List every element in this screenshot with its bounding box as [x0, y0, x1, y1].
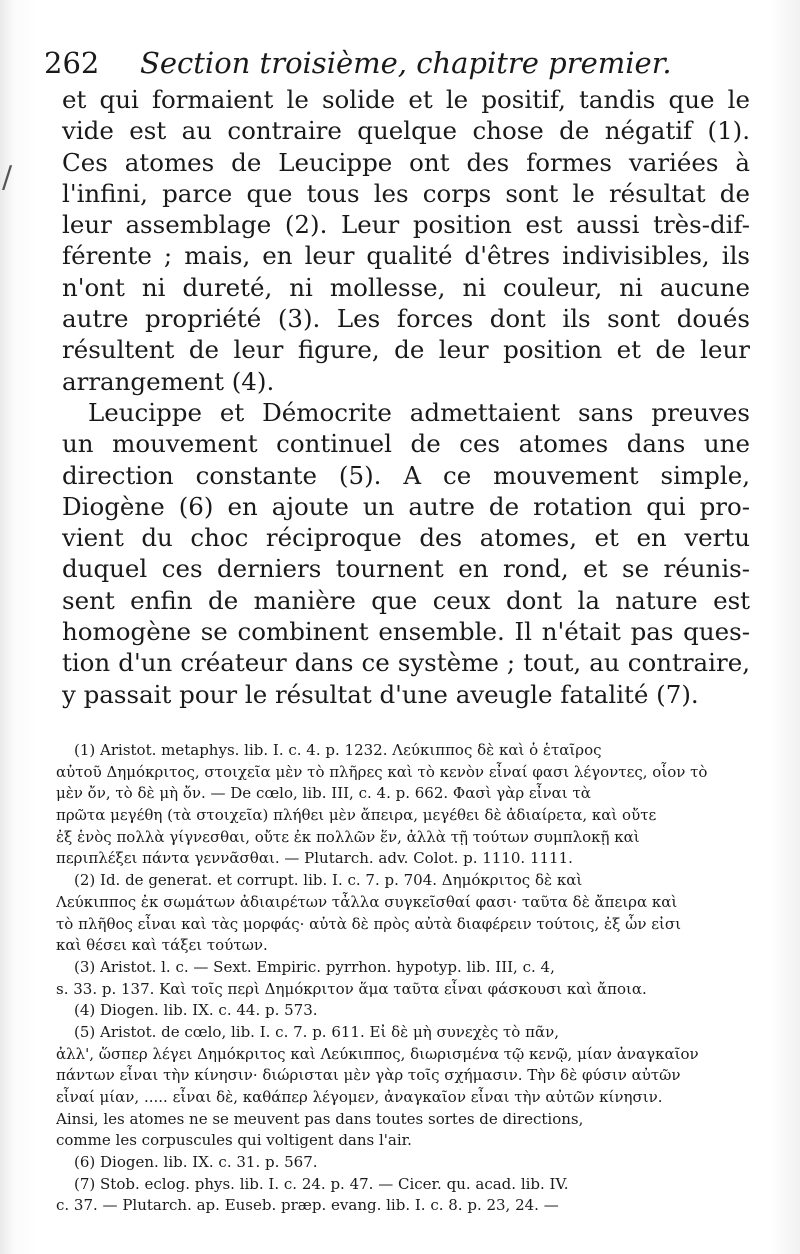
footnote-line: αὐτοῦ Δημόκριτος, στοιχεῖα μὲν τὸ πλῆρες καὶ τὸ κενὸν εἶναί φασι λέγοντες, οἷον τὸ [56, 762, 708, 781]
footnote-line: (2) Id. de generat. et corrupt. lib. I. c. 7. p. 704. Δημόκριτος δὲ καὶ [74, 871, 583, 890]
text-line: résultent de leur figure, de leur position et de leur [62, 335, 750, 365]
text-line: vide est au contraire quelque chose de négatif (1). [62, 116, 750, 146]
footnote-line: (4) Diogen. lib. IX. c. 44. p. 573. [74, 1001, 318, 1020]
footnote-line: μὲν ὄν, τὸ δὲ μὴ ὄν. — De cœlo, lib. III, c. 4. p. 662. Φασὶ γὰρ εἶναι τὰ [56, 784, 591, 803]
text-line: vient du choc réciproque des atomes, et en vertu [62, 523, 750, 553]
paragraph-2 [62, 397, 750, 710]
footnotes [56, 740, 754, 1217]
text-line: Diogène (6) en ajoute un autre de rotation qui pro- [62, 491, 750, 521]
text-line: direction constante (5). A ce mouvement simple, [62, 460, 750, 490]
footnote-line: (5) Aristot. de cœlo, lib. I. c. 7. p. 611. Εἰ δὲ μὴ συνεχὲς τὸ πᾶν, [74, 1022, 559, 1041]
footnote-line: s. 33. p. 137. Καὶ τοῖς περὶ Δημόκριτον ἅμα ταῦτα εἶναι φάσκουσι καὶ ἄποια. [56, 979, 647, 998]
text-line: y passait pour le résultat d'une aveugle fatalité (7). [62, 679, 699, 709]
footnote-line: ἀλλ', ὥσπερ λέγει Δημόκριτος καὶ Λεύκιππος, διωρισμένα τῷ κενῷ, μίαν ἀναγκαῖον [56, 1044, 699, 1063]
text-line: sent enfin de manière que ceux dont la nature est [62, 585, 750, 615]
footnote-line: Λεύκιππος ἐκ σωμάτων ἀδιαιρέτων τἆλλα συγκεῖσθαί φασι· ταῦτα δὲ ἄπειρα καὶ [56, 892, 678, 911]
text-line: Ces atomes de Leucippe ont des formes variées à [62, 147, 750, 177]
text-line: tion d'un créateur dans ce système ; tout, au contraire, [62, 648, 750, 678]
footnote-line: τὸ πλῆθος εἶναι καὶ τὰς μορφάς· αὐτὰ δὲ πρὸς αὐτὰ διαφέρειν τούτοις, ἐξ ὧν εἰσι [56, 914, 681, 933]
margin-mark: / [2, 160, 13, 195]
running-title: Section troisième, chapitre premier. [140, 46, 672, 80]
footnote-line: comme les corpuscules qui voltigent dans l'air. [56, 1131, 412, 1150]
running-header [44, 42, 764, 84]
footnote-line: εἶναί μίαν, ..... εἶναι δὲ, καθάπερ λέγομεν, ἀναγκαῖον εἶναι τὴν αὐτῶν κίνησιν. [56, 1088, 663, 1106]
text-line: n'ont ni dureté, ni mollesse, ni couleur, ni aucune [62, 272, 750, 302]
footnote-line: Ainsi, les atomes ne se meuvent pas dans toutes sortes de directions, [56, 1109, 584, 1128]
paragraph-1 [62, 84, 750, 397]
text-line: férente ; mais, en leur qualité d'êtres indivisibles, ils [62, 241, 750, 271]
footnote-line: πάντων εἶναι τὴν κίνησιν· διώρισται μὲν γὰρ τοῖς σχήμασιν. Τὴν δὲ φύσιν αὐτῶν [56, 1066, 681, 1085]
text-line: homogène se combinent ensemble. Il n'était pas ques- [62, 617, 750, 647]
footnote-line: (7) Stob. eclog. phys. lib. I. c. 24. p. 47. — Cicer. qu. acad. lib. IV. [74, 1174, 569, 1193]
text-line: arrangement (4). [62, 366, 275, 396]
footnote-line: καὶ θέσει καὶ τάξει τούτων. [56, 936, 268, 955]
text-line: leur assemblage (2). Leur position est aussi très-dif- [62, 210, 750, 240]
text-line: duquel ces derniers tournent en rond, et se réunis- [62, 554, 750, 584]
text-line: l'infini, parce que tous les corps sont le résultat de [62, 178, 750, 208]
footnote-line: (1) Aristot. metaphys. lib. I. c. 4. p. 1232. Λεύκιππος δὲ καὶ ὁ ἑταῖρος [74, 741, 602, 759]
footnote-line: περιπλέξει πάντα γεννᾶσθαι. — Plutarch. adv. Colot. p. 1110. 1111. [56, 849, 573, 868]
footnote-line: (3) Aristot. l. c. — Sext. Empiric. pyrrhon. hypotyp. lib. III, c. 4, [74, 957, 555, 976]
footnote-line: ἐξ ἑνὸς πολλὰ γίγνεσθαι, οὔτε ἐκ πολλῶν ἕν, ἀλλὰ τῇ τούτων συμπλοκῇ καὶ [56, 827, 640, 846]
page-number: 262 [44, 46, 100, 80]
main-text [62, 84, 750, 710]
footnote-line: πρῶτα μεγέθη (τὰ στοιχεῖα) πλήθει μὲν ἄπειρα, μεγέθει δὲ ἀδιαίρετα, καὶ οὔτε [56, 806, 657, 825]
footnote-line: c. 37. — Plutarch. ap. Euseb. præp. evang. lib. I. c. 8. p. 23, 24. — [56, 1196, 559, 1215]
text-line: et qui formaient le solide et le positif, tandis que le [62, 85, 750, 114]
text-line: Leucippe et Démocrite admettaient sans preuves [88, 397, 750, 427]
text-line: autre propriété (3). Les forces dont ils sont doués [62, 304, 750, 334]
text-line: un mouvement continuel de ces atomes dans une [62, 429, 750, 459]
footnote-line: (6) Diogen. lib. IX. c. 31. p. 567. [74, 1153, 318, 1172]
